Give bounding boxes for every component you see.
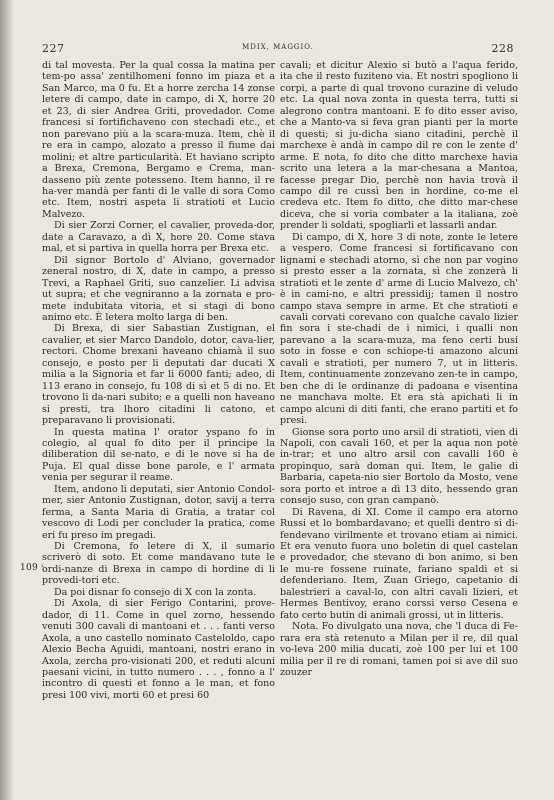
paragraph: Di Axola, di sier Ferigo Contarini, prove-dador, di 11. Come in quel zorno, hessendo venuti 300 cavali di mantoani et . . . fanti verso Axola, a uno castello nominato Casteloldo, capo Alexio Becha Aguidi, mantoani, nostri erano in Axola, zercha pro-visionati 200, et reduti alcuni paesani vicini, in tutto numero . . . , fonno a l' incontro di questi et fonno a le man, et fono presi 100 vivi, morti 60 et presi 60 <box>42 598 275 701</box>
paragraph: Gionse sora porto uno arsil di stratioti, vien di Napoli, con cavali 160, et per la aqua non potè in-trar; et uno altro arsil con cavalli 160 è propinquo, sarà doman qui. Item, le galie di Barbaria, capeta-nio sier Bortolo da Mosto, vene sora porto et introe a dì 13 dito, hessendo gran consejo suso, con gran campanò. <box>280 426 518 507</box>
paragraph: Di sier Zorzi Corner, el cavalier, proveda-dor, date a Caravazo, a dì X, hore 20. Come stava mal, et si partiva in quella horra per Brexa etc. <box>42 220 275 255</box>
page-header <box>42 42 514 58</box>
paragraph: di tal movesta. Per la qual cossa la matina per tem-po assa' zentilhomeni fonno im piaza et a San Marco, ma 0 fu. Et a horre zercha 14 zonse letere di campo, date in campo, di X, horre 20 et 23, di sier Andrea Griti, provedador. Come francesi si fortifichaveno con stechadi etc., et non parevano più a la scara-muza. Item, chè il re era in campo, alozato a presso il fiume dai molini; et altre particularità. Et haviano scripto a Brexa, Cremona, Bergamo e Crema, man-dasseno più zente potesseno. Item hanno, il re ha-ver mandà per fanti di le valle di sora Como etc. Item, nostri aspeta li stratioti et Lucio Malvezo. <box>42 60 275 220</box>
paragraph: In questa matina l' orator yspano fo in colegio, al qual fo dito per il principe la diliberation dil se-nato, e di le nove si ha de Puja. El qual disse bone parole, e l' armata venia per segurar il reame. <box>42 426 275 484</box>
page-number-left: 227 <box>42 42 65 55</box>
paragraph: Nota. Fo divulgato una nova, che 'l duca di Fe-rara era stà retenuto a Milan per il re, dil qual vo-leva 200 milia ducati, zoè 100 per lui et 100 milia per il re di romani, tamen poi si ave dil suo zouzer <box>280 621 518 679</box>
paragraph: Item, andono li deputati, sier Antonio Condol-mer, sier Antonio Zustignan, dotor, savij a terra ferma, a Santa Maria di Gratia, a tratar col vescovo di Lodi per concluder la pratica, come eri fu preso im pregadi. <box>42 483 275 541</box>
paragraph: Di campo, di X, hore 3 di note, zonte le letere a vespero. Come francesi si fortificavano con lignami e stechadi atorno, sì che non par vogino si presto esser a la zornata, sì che zonzerà li stratioti et le zente d' arme di Lucio Malvezo, ch' è in cami-no, e altri pressidij; tamen il nostro campo stava sempre in arme. Et che stratioti e cavali corvati corevano con qualche cavalo lizier fin sora i ste-chadi de i nimici, i qualli non parevano a la scara-muza, ma feno certi busi soto in fosse e con schiope-ti amazono alcuni cavali e stratioti, per numero 7, ut in litteris. Item, continuamente zonzevano zen-te in campo, ben che di le ordinanze di padoana e visentina ne manchava molte. Et era stà apichati li in campo alcuni di diti fanti, che erano partiti et fo presi. <box>280 231 518 427</box>
running-title: MDIX, MAGGIO. <box>242 43 314 51</box>
margin-folio-number: 109 ⁱ <box>20 563 44 573</box>
paragraph: Di Ravena, di XI. Come il campo era atorno Russi et lo bombardavano; et quelli dentro si di-fendevano virilmente et trovano etiam ai nimici. Et era venuto fuora uno boletin di quel castelan e provedador, che stevano di bon animo, si ben le mu-re fossene ruinate, fariano spaldi et si defenderiano. Item, Zuan Griego, capetanio di balestrieri a caval-lo, con altri cavali lizieri, et Hermes Bentivoy, erano corssi verso Cesena e fato certo butin di animali grossi, ut in litteris. <box>280 506 518 621</box>
binding-gutter <box>0 0 14 800</box>
paragraph: Da poi disnar fo consejo di X con la zonta. <box>54 586 257 598</box>
page-number-right: 228 <box>491 42 514 55</box>
right-text-column <box>280 60 518 678</box>
paragraph: cavali; et dicitur Alexio si butò a l'aqua ferido, ita che il resto fuziteno via. Et nostri spogliono li corpi, a parte di qual trovono curazine di veludo etc. La qual nova zonta in questa terra, tutti si alegrono contra mantoani. E fo dito esser aviso, che a Manto-va si feva gran pianti per la morte di questi; si ju-dicha siano citadini, perchè il marchexe è andà in campo dil re con le zente d' arme. E nota, fo dito che ditto marchexe havia scrito una letera a la mar-chesana a Mantoa, facesse pregar Dio, perchè non havia trovà il campo dil re cussì ben in hordine, co-me el credeva etc. Item fo ditto, che ditto mar-chese diceva, che si voria combater a la italiana, zoè prender li soldati, spogliarli et lassarli andar. <box>280 60 518 232</box>
left-text-column <box>42 60 275 701</box>
paragraph: Di Brexa, di sier Sabastian Zustignan, el cavalier, et sier Marco Dandolo, dotor, cava-lier, rectori. Chome brexani haveano chiamà il suo consejo, e posto per li deputati dar ducati X milia a la Signoria et far li 6000 fanti; adeo, di 113 erano in consejo, fu 108 di sì et 5 di no. Et trovono li da-nari subito; e a quelli non haveano si presti, tra lhoro citadini li catono, et preparavano li provisionati. <box>42 323 275 427</box>
paragraph: Dil signor Bortolo d' Alviano, governador zeneral nostro, di X, date in campo, a presso Trevi, a Raphael Griti, suo canzelier. Li advisa ut supra; et che vegniranno a la zornata e pro-mete indubitata vitoria, et si stagi di bono animo etc. È letera molto larga di ben. <box>42 254 275 323</box>
paragraph: Di Cremona, fo letere di X, il sumario scriverò di soto. Et come mandavano tute le ordi-nanze di Brexa in campo di hordine di li provedi-tori etc. <box>42 541 275 587</box>
